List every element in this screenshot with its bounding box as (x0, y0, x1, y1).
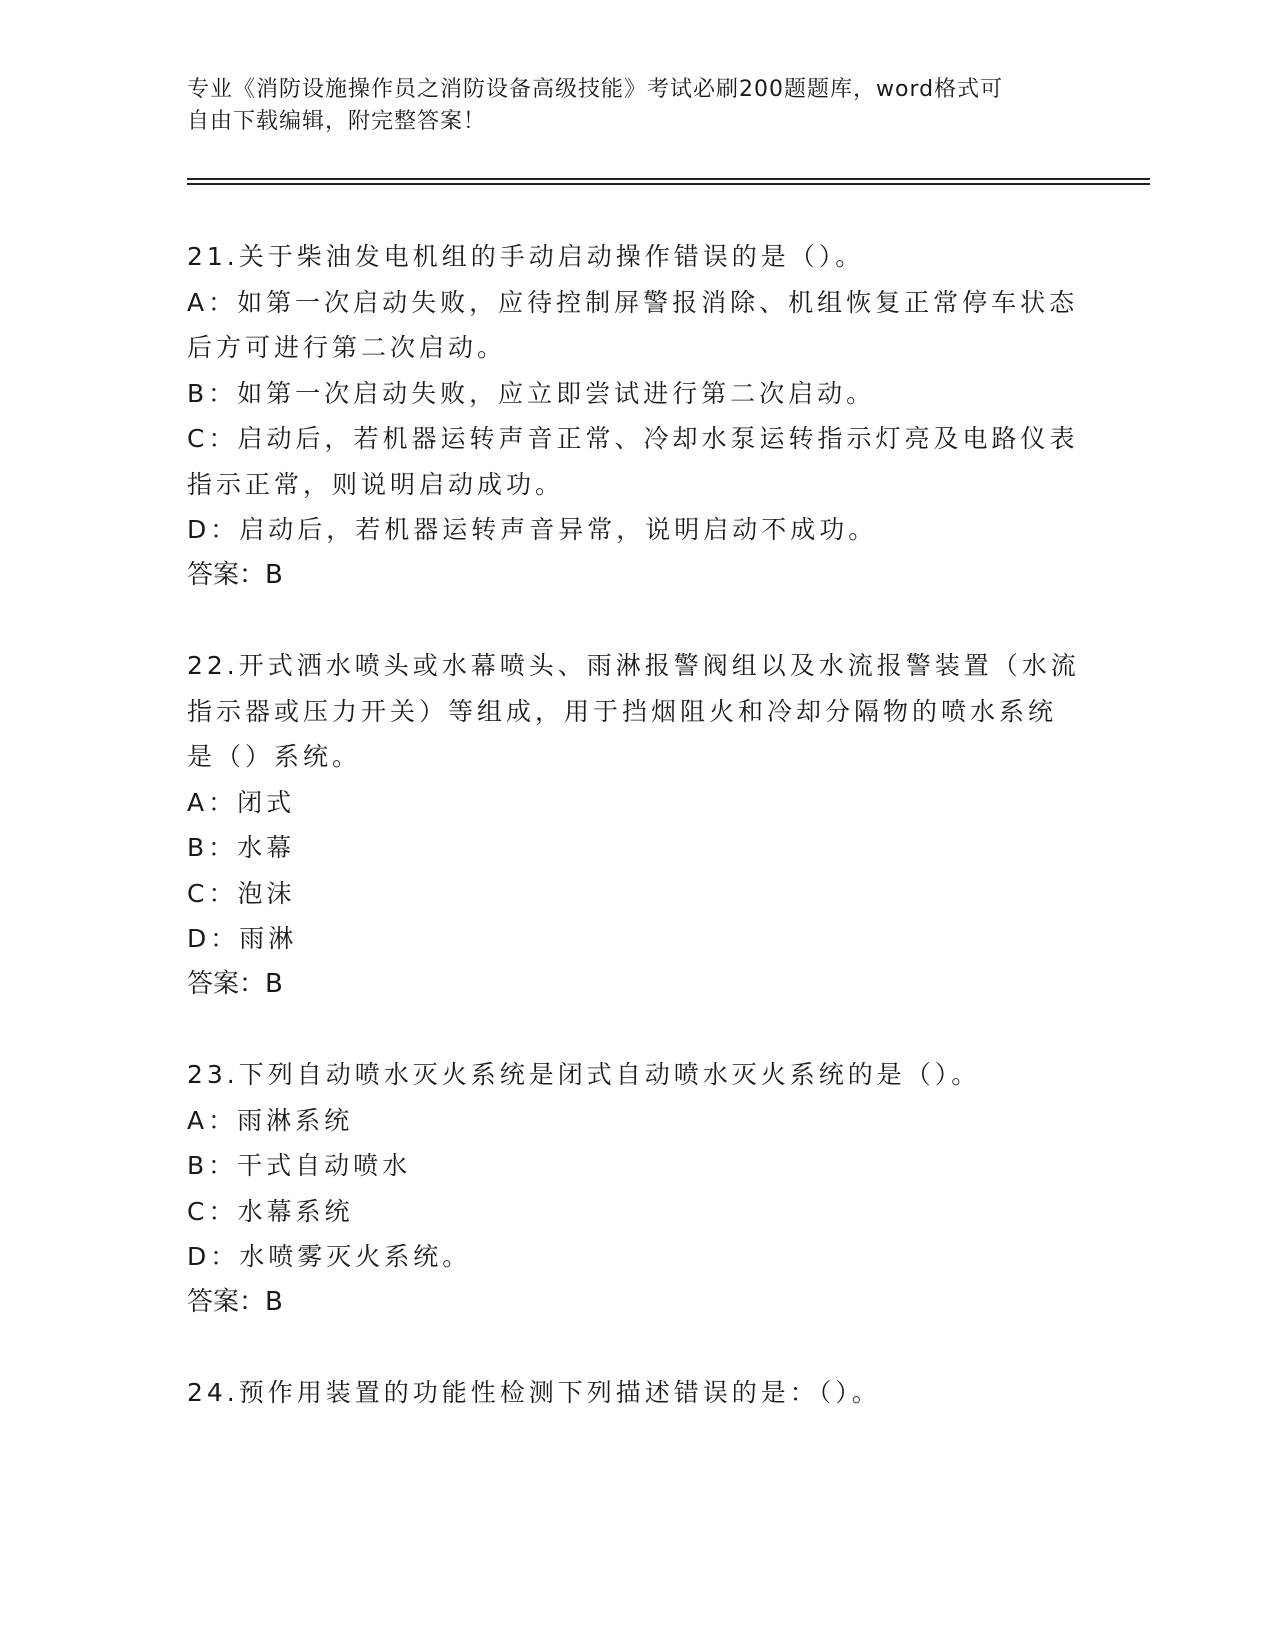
option-a-continued: 后方可进行第二次启动。 (187, 333, 507, 362)
option-b: B：水幕 (187, 833, 296, 862)
answer-line: 答案：B (187, 1286, 283, 1317)
question-stem: 21.关于柴油发电机组的手动启动操作错误的是（）。 (187, 242, 865, 271)
option-a: A：闭式 (187, 787, 296, 817)
question-22 (187, 643, 1087, 1007)
option-c: C：泡沫 (187, 878, 296, 908)
header-divider-top (187, 178, 1150, 180)
header-line-2: 自由下载编辑，附完整答案！ (187, 109, 487, 134)
question-stem: 22.开式洒水喷头或水幕喷头、雨淋报警阀组以及水流报警装置（水流 (187, 651, 1080, 680)
answer-line: 答案：B (187, 559, 283, 590)
option-a: A：雨淋系统 (187, 1105, 354, 1135)
question-stem: 24.预作用装置的功能性检测下列描述错误的是：（）。 (187, 1378, 881, 1407)
question-list (187, 234, 1087, 1461)
option-c: C：水幕系统 (187, 1196, 354, 1226)
header-line-1: 专业《消防设施操作员之消防设备高级技能》考试必刷200题题库，word格式可 (187, 77, 1004, 102)
question-stem-line-2: 指示器或压力开关）等组成，用于挡烟阻火和冷却分隔物的喷水系统 (187, 696, 1058, 726)
question-23 (187, 1052, 1087, 1325)
option-d: D：启动后，若机器运转声音异常，说明启动不成功。 (187, 515, 878, 544)
option-d: D：雨淋 (187, 924, 298, 953)
question-stem: 23.下列自动喷水灭火系统是闭式自动喷水灭火系统的是（）。 (187, 1060, 981, 1089)
question-stem-line-3: 是（）系统。 (187, 742, 362, 771)
option-d: D：水喷雾灭火系统。 (187, 1242, 472, 1271)
header-divider-bottom (187, 183, 1150, 185)
option-b: B：干式自动喷水 (187, 1151, 412, 1180)
option-c: C：启动后，若机器运转声音正常、冷却水泵运转指示灯亮及电路仪表 (187, 424, 1079, 453)
option-c-continued: 指示正常，则说明启动成功。 (187, 469, 565, 499)
question-24 (187, 1370, 1087, 1416)
answer-line: 答案：B (187, 968, 283, 999)
document-header (187, 74, 1067, 138)
option-b: B：如第一次启动失败，应立即尝试进行第二次启动。 (187, 378, 876, 408)
question-21 (187, 234, 1087, 598)
option-a: A：如第一次启动失败，应待控制屏警报消除、机组恢复正常停车状态 (187, 287, 1079, 317)
